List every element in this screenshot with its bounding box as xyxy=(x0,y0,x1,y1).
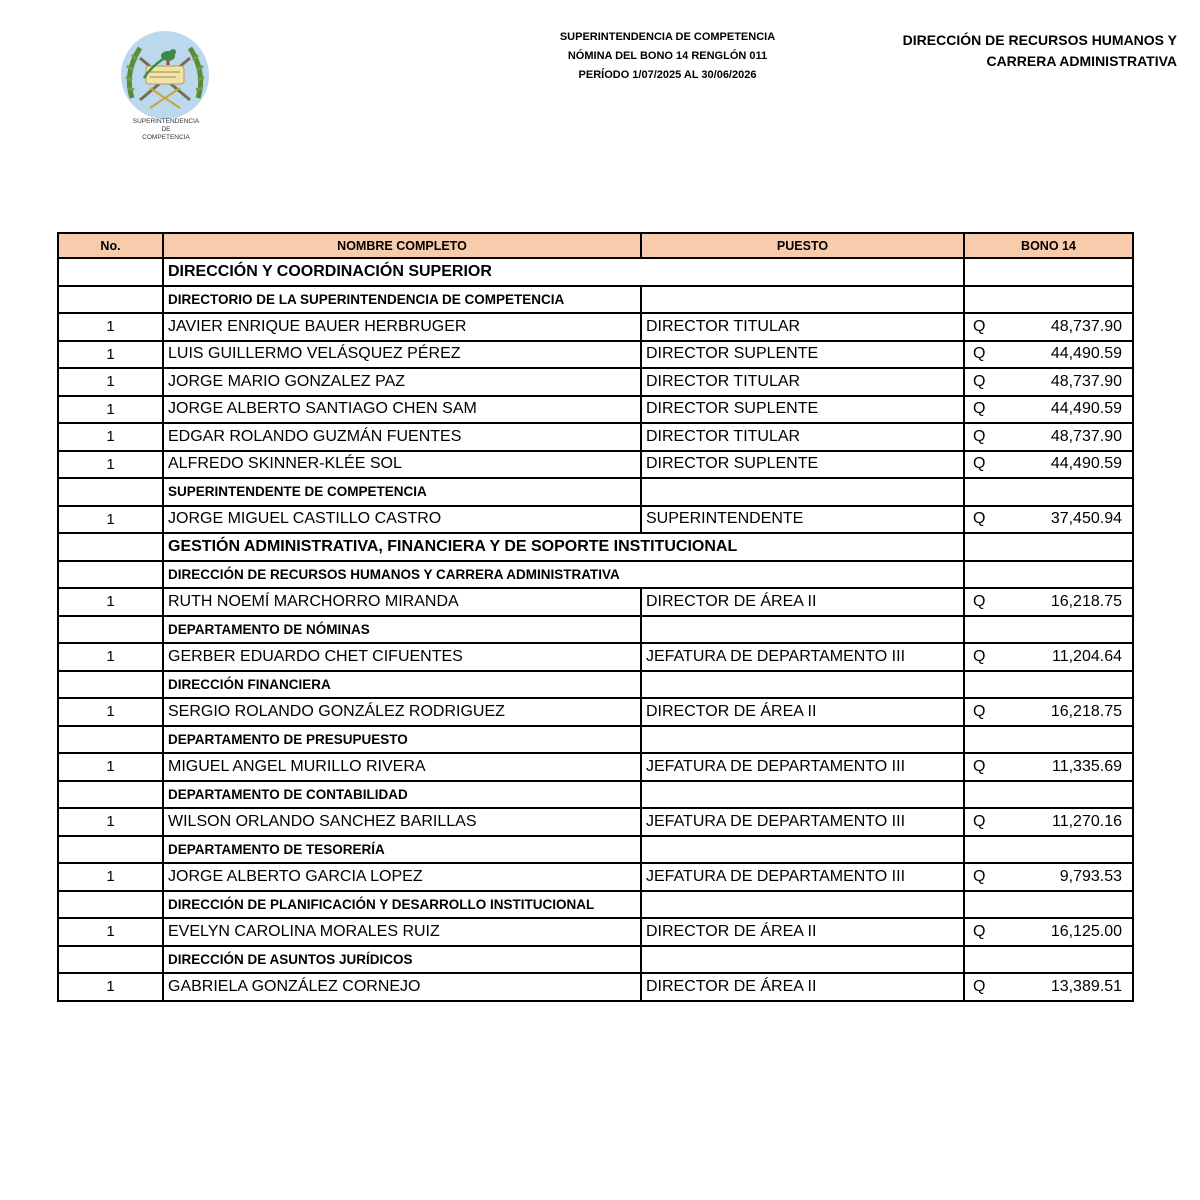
currency-symbol: Q xyxy=(973,592,986,610)
bonus-amount: 48,737.90 xyxy=(1050,372,1122,390)
table-row xyxy=(58,643,1133,671)
group-row xyxy=(58,258,1133,286)
bonus-amount-cell xyxy=(964,753,1133,781)
department-heading-line: DIRECCIÓN DE RECURSOS HUMANOS Y xyxy=(902,32,1177,48)
bonus-amount-wrap xyxy=(969,868,1128,886)
subgroup-label: DEPARTAMENTO DE TESORERÍA xyxy=(163,836,641,864)
empty-cell xyxy=(58,616,163,644)
subgroup-label: DEPARTAMENTO DE CONTABILIDAD xyxy=(163,781,641,809)
document-title-block xyxy=(470,28,865,85)
empty-cell xyxy=(641,286,964,314)
institution-name: SUPERINTENDENCIA DE COMPETENCIA xyxy=(559,31,776,43)
currency-symbol: Q xyxy=(973,427,986,445)
currency-symbol: Q xyxy=(973,510,986,528)
column-header-position: PUESTO xyxy=(641,233,964,258)
bonus-amount: 11,270.16 xyxy=(1052,812,1122,830)
employee-position: DIRECTOR DE ÁREA II xyxy=(641,698,964,726)
empty-cell xyxy=(964,891,1133,919)
bonus-amount-wrap xyxy=(969,593,1128,611)
table-row xyxy=(58,753,1133,781)
group-label: DIRECCIÓN Y COORDINACIÓN SUPERIOR xyxy=(163,258,964,286)
subgroup-label: DIRECCIÓN DE ASUNTOS JURÍDICOS xyxy=(163,946,641,974)
bonus-amount-cell xyxy=(964,451,1133,479)
seal-caption-line: COMPETENCIA xyxy=(142,134,190,141)
employee-name: ALFREDO SKINNER-KLÉE SOL xyxy=(163,451,641,479)
subgroup-row xyxy=(58,836,1133,864)
row-number: 1 xyxy=(58,368,163,396)
row-number: 1 xyxy=(58,451,163,479)
table-row xyxy=(58,451,1133,479)
bonus-amount: 13,389.51 xyxy=(1050,977,1122,995)
employee-name: JAVIER ENRIQUE BAUER HERBRUGER xyxy=(163,313,641,341)
bonus-amount: 44,490.59 xyxy=(1050,345,1122,363)
employee-position: DIRECTOR TITULAR xyxy=(641,423,964,451)
bonus-amount-wrap xyxy=(969,648,1128,666)
empty-cell xyxy=(964,946,1133,974)
bonus-amount: 48,737.90 xyxy=(1050,427,1122,445)
payroll-period: PERÍODO 1/07/2025 AL 30/06/2026 xyxy=(578,69,757,81)
subgroup-row xyxy=(58,726,1133,754)
seal-caption-line: SUPERINTENDENCIA xyxy=(132,118,200,125)
table-row xyxy=(58,863,1133,891)
table-row xyxy=(58,506,1133,534)
bonus-amount: 9,793.53 xyxy=(1059,867,1122,885)
empty-cell xyxy=(964,533,1133,561)
employee-position: SUPERINTENDENTE xyxy=(641,506,964,534)
seal-caption xyxy=(108,118,224,142)
employee-name: RUTH NOEMÍ MARCHORRO MIRANDA xyxy=(163,588,641,616)
empty-cell xyxy=(58,286,163,314)
employee-name: SERGIO ROLANDO GONZÁLEZ RODRIGUEZ xyxy=(163,698,641,726)
payroll-title: NÓMINA DEL BONO 14 RENGLÓN 011 xyxy=(567,50,768,62)
table-row xyxy=(58,973,1133,1001)
bonus-amount: 16,218.75 xyxy=(1050,702,1122,720)
bonus-amount-cell xyxy=(964,808,1133,836)
employee-position: JEFATURA DE DEPARTAMENTO III xyxy=(641,863,964,891)
empty-cell xyxy=(641,781,964,809)
coat-of-arms-icon xyxy=(110,28,220,123)
employee-position: DIRECTOR DE ÁREA II xyxy=(641,588,964,616)
empty-cell xyxy=(58,478,163,506)
row-number: 1 xyxy=(58,753,163,781)
table-row xyxy=(58,698,1133,726)
subgroup-row xyxy=(58,561,1133,589)
empty-cell xyxy=(58,671,163,699)
currency-symbol: Q xyxy=(973,317,986,335)
bonus-amount-wrap xyxy=(969,373,1128,391)
empty-cell xyxy=(58,836,163,864)
bonus-amount: 16,125.00 xyxy=(1050,922,1122,940)
bonus-amount-cell xyxy=(964,863,1133,891)
bonus-amount-wrap xyxy=(969,923,1128,941)
table-row xyxy=(58,368,1133,396)
bonus-amount-wrap xyxy=(969,428,1128,446)
bonus-amount-wrap xyxy=(969,758,1128,776)
employee-name: JORGE MIGUEL CASTILLO CASTRO xyxy=(163,506,641,534)
empty-cell xyxy=(641,891,964,919)
table-row xyxy=(58,341,1133,369)
table-header-row xyxy=(58,233,1133,258)
bonus-amount-wrap xyxy=(969,455,1128,473)
bonus-amount: 44,490.59 xyxy=(1050,455,1122,473)
empty-cell xyxy=(641,836,964,864)
currency-symbol: Q xyxy=(973,455,986,473)
employee-name: GABRIELA GONZÁLEZ CORNEJO xyxy=(163,973,641,1001)
subgroup-label: DIRECTORIO DE LA SUPERINTENDENCIA DE COMPETENCIA xyxy=(163,286,641,314)
bonus-amount: 11,335.69 xyxy=(1052,757,1122,775)
bonus-amount-cell xyxy=(964,423,1133,451)
employee-position: DIRECTOR SUPLENTE xyxy=(641,396,964,424)
currency-symbol: Q xyxy=(973,922,986,940)
table-body xyxy=(58,258,1133,1001)
subgroup-row xyxy=(58,946,1133,974)
currency-symbol: Q xyxy=(973,867,986,885)
bonus-amount-wrap xyxy=(969,978,1128,996)
empty-cell xyxy=(58,726,163,754)
empty-cell xyxy=(964,781,1133,809)
subgroup-label: DEPARTAMENTO DE NÓMINAS xyxy=(163,616,641,644)
row-number: 1 xyxy=(58,423,163,451)
bonus-amount-cell xyxy=(964,973,1133,1001)
empty-cell xyxy=(964,478,1133,506)
bonus-amount-wrap xyxy=(969,400,1128,418)
bonus-amount-cell xyxy=(964,368,1133,396)
row-number: 1 xyxy=(58,698,163,726)
employee-position: DIRECTOR SUPLENTE xyxy=(641,341,964,369)
empty-cell xyxy=(641,478,964,506)
bonus-amount: 11,204.64 xyxy=(1052,647,1122,665)
bonus-amount-wrap xyxy=(969,345,1128,363)
currency-symbol: Q xyxy=(973,812,986,830)
row-number: 1 xyxy=(58,973,163,1001)
group-row xyxy=(58,533,1133,561)
bonus-amount: 16,218.75 xyxy=(1050,592,1122,610)
table-row xyxy=(58,313,1133,341)
currency-symbol: Q xyxy=(973,400,986,418)
employee-name: EVELYN CAROLINA MORALES RUIZ xyxy=(163,918,641,946)
empty-cell xyxy=(58,561,163,589)
bonus-amount-cell xyxy=(964,918,1133,946)
row-number: 1 xyxy=(58,506,163,534)
row-number: 1 xyxy=(58,863,163,891)
employee-position: JEFATURA DE DEPARTAMENTO III xyxy=(641,808,964,836)
subgroup-row xyxy=(58,286,1133,314)
empty-cell xyxy=(58,258,163,286)
empty-cell xyxy=(964,836,1133,864)
currency-symbol: Q xyxy=(973,757,986,775)
subgroup-row xyxy=(58,891,1133,919)
bonus-amount-cell xyxy=(964,588,1133,616)
group-label: GESTIÓN ADMINISTRATIVA, FINANCIERA Y DE SOPORTE INSTITUCIONAL xyxy=(163,533,964,561)
column-header-number: No. xyxy=(58,233,163,258)
subgroup-row xyxy=(58,478,1133,506)
employee-name: GERBER EDUARDO CHET CIFUENTES xyxy=(163,643,641,671)
bonus-amount: 48,737.90 xyxy=(1050,317,1122,335)
subgroup-label: DEPARTAMENTO DE PRESUPUESTO xyxy=(163,726,641,754)
employee-name: JORGE ALBERTO GARCIA LOPEZ xyxy=(163,863,641,891)
subgroup-label: SUPERINTENDENTE DE COMPETENCIA xyxy=(163,478,641,506)
empty-cell xyxy=(641,671,964,699)
employee-name: JORGE MARIO GONZALEZ PAZ xyxy=(163,368,641,396)
column-header-name: NOMBRE COMPLETO xyxy=(163,233,641,258)
empty-cell xyxy=(964,258,1133,286)
bonus-amount-cell xyxy=(964,341,1133,369)
bonus-amount-cell xyxy=(964,643,1133,671)
row-number: 1 xyxy=(58,588,163,616)
bonus-amount-wrap xyxy=(969,318,1128,336)
employee-position: DIRECTOR DE ÁREA II xyxy=(641,918,964,946)
table-row xyxy=(58,588,1133,616)
employee-name: EDGAR ROLANDO GUZMÁN FUENTES xyxy=(163,423,641,451)
department-heading-line: CARRERA ADMINISTRATIVA xyxy=(986,53,1177,69)
empty-cell xyxy=(641,616,964,644)
row-number: 1 xyxy=(58,341,163,369)
subgroup-row xyxy=(58,616,1133,644)
empty-cell xyxy=(58,946,163,974)
employee-position: DIRECTOR TITULAR xyxy=(641,313,964,341)
row-number: 1 xyxy=(58,643,163,671)
employee-position: JEFATURA DE DEPARTAMENTO III xyxy=(641,753,964,781)
row-number: 1 xyxy=(58,313,163,341)
employee-name: WILSON ORLANDO SANCHEZ BARILLAS xyxy=(163,808,641,836)
employee-name: LUIS GUILLERMO VELÁSQUEZ PÉREZ xyxy=(163,341,641,369)
subgroup-row xyxy=(58,671,1133,699)
empty-cell xyxy=(58,781,163,809)
employee-position: JEFATURA DE DEPARTAMENTO III xyxy=(641,643,964,671)
row-number: 1 xyxy=(58,396,163,424)
currency-symbol: Q xyxy=(973,647,986,665)
currency-symbol: Q xyxy=(973,345,986,363)
employee-position: DIRECTOR TITULAR xyxy=(641,368,964,396)
table-row xyxy=(58,808,1133,836)
bonus-amount-wrap xyxy=(969,813,1128,831)
bonus-amount-cell xyxy=(964,396,1133,424)
bonus-amount-cell xyxy=(964,313,1133,341)
payroll-table xyxy=(57,232,1134,1002)
currency-symbol: Q xyxy=(973,372,986,390)
subgroup-label: DIRECCIÓN FINANCIERA xyxy=(163,671,641,699)
bonus-amount-wrap xyxy=(969,703,1128,721)
employee-name: JORGE ALBERTO SANTIAGO CHEN SAM xyxy=(163,396,641,424)
empty-cell xyxy=(964,616,1133,644)
table-row xyxy=(58,918,1133,946)
subgroup-label: DIRECCIÓN DE RECURSOS HUMANOS Y CARRERA ADMINISTRATIVA xyxy=(163,561,964,589)
empty-cell xyxy=(964,671,1133,699)
employee-position: DIRECTOR DE ÁREA II xyxy=(641,973,964,1001)
column-header-bonus: BONO 14 xyxy=(964,233,1133,258)
row-number: 1 xyxy=(58,808,163,836)
subgroup-label: DIRECCIÓN DE PLANIFICACIÓN Y DESARROLLO INSTITUCIONAL xyxy=(163,891,641,919)
empty-cell xyxy=(964,726,1133,754)
empty-cell xyxy=(641,946,964,974)
bonus-amount-wrap xyxy=(969,510,1128,528)
bonus-amount: 44,490.59 xyxy=(1050,400,1122,418)
bonus-amount-cell xyxy=(964,698,1133,726)
empty-cell xyxy=(58,891,163,919)
empty-cell xyxy=(964,286,1133,314)
empty-cell xyxy=(641,726,964,754)
department-heading xyxy=(880,30,1177,72)
seal-caption-line: DE xyxy=(161,126,171,133)
table-row xyxy=(58,396,1133,424)
row-number: 1 xyxy=(58,918,163,946)
currency-symbol: Q xyxy=(973,702,986,720)
employee-name: MIGUEL ANGEL MURILLO RIVERA xyxy=(163,753,641,781)
bonus-amount: 37,450.94 xyxy=(1050,510,1122,528)
table-row xyxy=(58,423,1133,451)
empty-cell xyxy=(964,561,1133,589)
employee-position: DIRECTOR SUPLENTE xyxy=(641,451,964,479)
currency-symbol: Q xyxy=(973,977,986,995)
empty-cell xyxy=(58,533,163,561)
bonus-amount-cell xyxy=(964,506,1133,534)
subgroup-row xyxy=(58,781,1133,809)
